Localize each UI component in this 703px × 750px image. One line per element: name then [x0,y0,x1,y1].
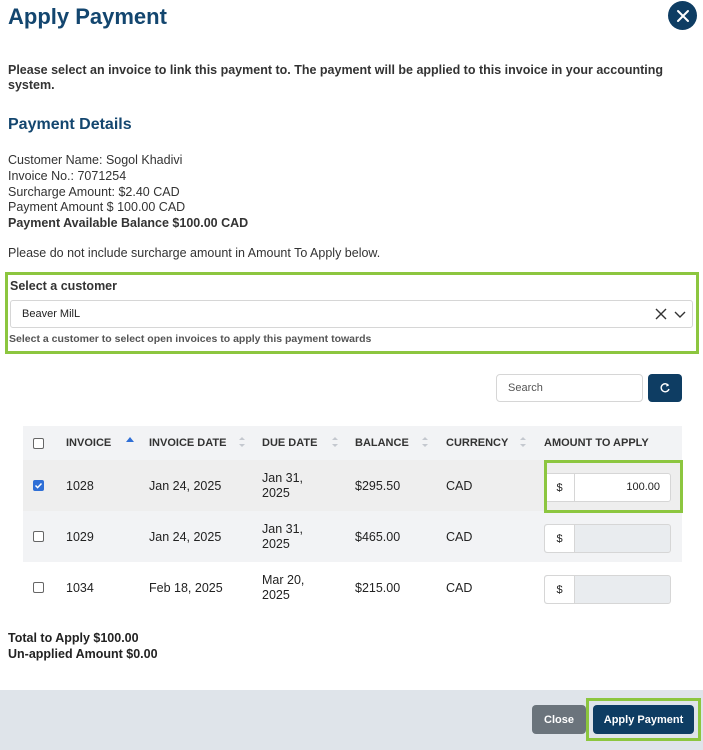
currency-cell: CAD [446,479,473,493]
refresh-icon [659,382,671,394]
totals [8,630,158,662]
refresh-button[interactable] [648,374,682,402]
invoice-date-cell: Jan 24, 2025 [149,479,222,493]
check-icon [34,481,43,490]
header-invoice-date[interactable]: INVOICE DATE [149,437,227,449]
invoice-date-cell: Jan 24, 2025 [149,530,222,544]
table-row [23,460,682,511]
due-date-line: Mar 20, [262,573,305,587]
search-input[interactable] [496,374,643,402]
due-date-year: 2025 [262,485,290,500]
sort-icon[interactable] [237,435,247,449]
sort-icon[interactable] [420,435,430,449]
due-date-cell [262,471,303,500]
table-row [23,511,682,562]
due-date-line: Jan 31, [262,471,304,485]
invoice-cell: 1029 [66,530,94,544]
due-date-cell [262,522,303,551]
amount-input[interactable] [544,575,671,604]
currency-prefix: $ [545,576,575,603]
available-balance: Payment Available Balance $100.00 CAD [8,216,249,231]
close-dialog-button[interactable] [668,1,697,30]
customer-select[interactable] [10,300,693,328]
close-button[interactable]: Close [532,705,586,734]
row-checkbox[interactable] [33,480,44,491]
balance-cell: $215.00 [355,581,401,595]
payment-amount: Payment Amount $ 100.00 CAD [8,200,186,215]
balance-cell: $465.00 [355,530,401,544]
amount-input[interactable] [544,524,671,553]
currency-prefix: $ [545,474,575,501]
header-currency[interactable]: CURRENCY [446,437,509,449]
header-invoice[interactable]: INVOICE [66,437,112,449]
customer-select-help: Select a customer to select open invoices to apply this payment towards [9,333,372,345]
customer-select-section [5,272,699,354]
row-checkbox[interactable] [33,531,44,542]
header-amount-to-apply: AMOUNT TO APPLY [544,437,649,449]
table-header [23,426,682,460]
surcharge-note: Please do not include surcharge amount in Amount To Apply below. [8,246,381,260]
unapplied-amount: Un-applied Amount $0.00 [8,647,158,661]
sort-icon[interactable] [518,435,528,449]
due-date-year: 2025 [262,587,290,602]
amount-input[interactable] [544,473,671,502]
due-date-line: Jan 31, [262,522,304,536]
payment-details [8,153,248,232]
invoice-number: Invoice No.: 7071254 [8,168,127,183]
clear-icon[interactable] [654,307,668,321]
surcharge-amount: Surcharge Amount: $2.40 CAD [8,184,180,199]
dialog-footer [0,690,703,750]
payment-details-title: Payment Details [8,116,132,133]
amount-value: 100.00 [626,481,660,493]
currency-cell: CAD [446,581,473,595]
due-date-cell [262,573,304,602]
sort-asc-icon[interactable] [125,435,135,445]
customer-name: Customer Name: Sogol Khadivi [8,153,183,167]
total-to-apply: Total to Apply $100.00 [8,631,139,645]
header-balance[interactable]: BALANCE [355,437,409,449]
customer-select-value: Beaver MilL [22,308,81,320]
table-row [23,562,682,613]
apply-payment-button[interactable]: Apply Payment [593,705,694,734]
row-checkbox[interactable] [33,582,44,593]
invoice-date-cell: Feb 18, 2025 [149,581,223,595]
invoice-cell: 1028 [66,479,94,493]
intro-text: Please select an invoice to link this payment to. The payment will be applied to this invoice in your accounting system. [8,63,664,92]
invoice-table [23,426,682,613]
close-icon [676,9,690,23]
select-all-checkbox[interactable] [33,438,44,449]
currency-cell: CAD [446,530,473,544]
sort-icon[interactable] [330,435,340,449]
balance-cell: $295.50 [355,479,401,493]
chevron-down-icon[interactable] [673,307,687,321]
apply-highlight [586,698,701,741]
header-due-date[interactable]: DUE DATE [262,437,318,449]
currency-prefix: $ [545,525,575,552]
due-date-year: 2025 [262,536,290,551]
invoice-cell: 1034 [66,581,94,595]
dialog-title: Apply Payment [8,4,167,29]
customer-select-label: Select a customer [10,279,117,293]
